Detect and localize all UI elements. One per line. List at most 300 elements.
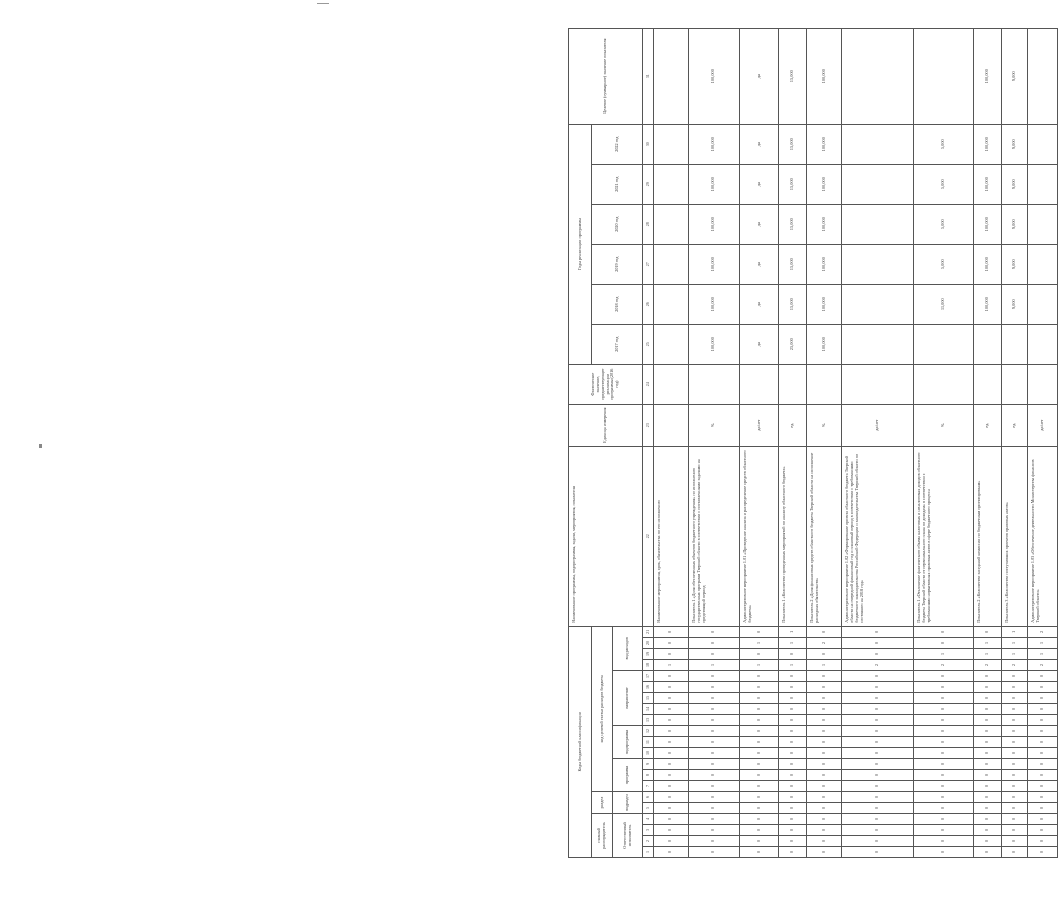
code-cell: 0 — [974, 693, 1002, 704]
code-cell: 0 — [1027, 781, 1057, 792]
year-value-cell — [974, 324, 1002, 364]
code-cell: 0 — [779, 814, 807, 825]
code-cell: 0 — [1027, 715, 1057, 726]
year-value-cell: 100,000 — [688, 124, 739, 164]
code-cell: 0 — [653, 671, 688, 682]
code-cell: 1 — [653, 660, 688, 671]
code-cell: 0 — [779, 693, 807, 704]
code-cell: 1 — [739, 660, 778, 671]
code-cell: 0 — [779, 671, 807, 682]
code-cell: 0 — [779, 825, 807, 836]
year-value-cell — [913, 324, 973, 364]
fact-cell — [913, 364, 973, 404]
expense-type-header: вид расходов — [613, 626, 643, 670]
column-number: 7 — [643, 781, 653, 792]
code-cell: 0 — [653, 638, 688, 649]
year-value-cell: 100,000 — [974, 164, 1002, 204]
table-header — [569, 28, 654, 857]
code-cell: 1 — [913, 649, 973, 660]
column-number: 3 — [643, 825, 653, 836]
column-number: 4 — [643, 814, 653, 825]
column-number: 12 — [643, 726, 653, 737]
code-cell: 0 — [688, 781, 739, 792]
code-cell: 0 — [913, 825, 973, 836]
code-cell: 0 — [841, 814, 913, 825]
code-cell: 0 — [779, 715, 807, 726]
code-cell: 0 — [653, 759, 688, 770]
year-value-cell — [1027, 324, 1057, 364]
year-2021: 2021 год — [592, 164, 643, 204]
code-cell: 0 — [739, 814, 778, 825]
fact-cell — [974, 364, 1002, 404]
code-cell: 0 — [974, 726, 1002, 737]
year-value-cell — [1027, 244, 1057, 284]
column-number: 28 — [643, 204, 653, 244]
year-value-cell — [653, 284, 688, 324]
code-cell: 0 — [841, 626, 913, 637]
scan-mark — [39, 444, 42, 448]
code-cell: 2 — [913, 660, 973, 671]
code-cell: 0 — [739, 836, 778, 847]
responsible-header: Ответственный исполнитель — [613, 814, 643, 858]
unit-cell: % — [913, 404, 973, 446]
year-value-cell: 25,000 — [779, 324, 807, 364]
final-value-cell: 15,000 — [779, 28, 807, 124]
code-cell: 0 — [1002, 671, 1028, 682]
code-cell: 0 — [974, 704, 1002, 715]
code-cell: 0 — [1002, 693, 1028, 704]
code-cell: 1 — [974, 649, 1002, 660]
rotated-table-container — [568, 38, 1058, 858]
code-cell: 1 — [1002, 626, 1028, 637]
code-cell: 0 — [1027, 726, 1057, 737]
code-cell: 0 — [653, 770, 688, 781]
code-cell: 2 — [974, 660, 1002, 671]
description-cell: Показатель 1 «Доля обеспеченных объектов бюджетного учреждения» по исполнению государственных программ Тверской области в соответствии с поставленными задачами на предстоящий период — [688, 446, 739, 626]
administrator-header: главный распорядитель — [592, 814, 613, 858]
column-number: 13 — [643, 715, 653, 726]
unit-cell: да/нет — [841, 404, 913, 446]
column-number: 29 — [643, 164, 653, 204]
code-cell: 0 — [974, 825, 1002, 836]
year-2019: 2019 год — [592, 244, 643, 284]
fact-cell — [653, 364, 688, 404]
code-cell: 0 — [688, 847, 739, 858]
column-number: 9 — [643, 759, 653, 770]
code-cell: 0 — [913, 836, 973, 847]
year-value-cell: 100,000 — [974, 204, 1002, 244]
code-cell: 0 — [653, 836, 688, 847]
code-cell: 1 — [779, 660, 807, 671]
code-cell: 0 — [913, 748, 973, 759]
code-cell: 0 — [807, 748, 842, 759]
year-value-cell: 9,000 — [1002, 124, 1028, 164]
table-row — [779, 28, 807, 857]
code-cell: 0 — [807, 704, 842, 715]
code-cell: 0 — [739, 759, 778, 770]
code-cell: 0 — [653, 814, 688, 825]
code-cell: 2 — [841, 660, 913, 671]
fact-header: Фактическое значение, предшествующее реализации программы (2016 год) — [569, 364, 643, 404]
code-cell: 0 — [807, 737, 842, 748]
budget-code-header: Коды бюджетной классификации — [569, 626, 592, 857]
year-value-cell: 100,000 — [974, 124, 1002, 164]
year-value-cell: 9,000 — [1002, 244, 1028, 284]
code-cell: 2 — [1002, 660, 1028, 671]
year-value-cell: да — [739, 204, 778, 244]
column-number: 20 — [643, 638, 653, 649]
column-number: 16 — [643, 682, 653, 693]
code-cell: 0 — [1027, 704, 1057, 715]
fact-cell — [779, 364, 807, 404]
column-number: 26 — [643, 284, 653, 324]
code-cell: 0 — [739, 748, 778, 759]
fact-cell — [739, 364, 778, 404]
year-value-cell — [1002, 324, 1028, 364]
year-value-cell — [1027, 124, 1057, 164]
year-value-cell — [653, 124, 688, 164]
year-value-cell: 100,000 — [807, 324, 842, 364]
code-cell: 0 — [739, 649, 778, 660]
code-cell: 0 — [974, 770, 1002, 781]
year-value-cell: 15,000 — [779, 284, 807, 324]
description-header: Наименование программы, подпрограммы, задачи, мероприятия, показателя — [569, 446, 643, 626]
code-cell: 0 — [807, 693, 842, 704]
final-header: Целевое (суммарное) значение показателя — [569, 28, 643, 124]
code-cell: 0 — [841, 825, 913, 836]
code-cell: 0 — [841, 682, 913, 693]
code-cell: 0 — [807, 626, 842, 637]
year-value-cell: 9,000 — [1002, 284, 1028, 324]
code-cell: 0 — [913, 737, 973, 748]
code-cell: 0 — [1002, 704, 1028, 715]
column-number: 15 — [643, 693, 653, 704]
code-cell: 0 — [1027, 803, 1057, 814]
year-value-cell: 100,000 — [807, 284, 842, 324]
target-code-header: код целевой статьи расходов бюджета — [592, 626, 613, 791]
code-cell: 0 — [807, 781, 842, 792]
year-value-cell — [1027, 284, 1057, 324]
code-cell: 0 — [688, 737, 739, 748]
code-cell: 0 — [841, 737, 913, 748]
code-cell: 0 — [1027, 759, 1057, 770]
code-cell: 0 — [1002, 781, 1028, 792]
code-cell: 0 — [913, 626, 973, 637]
column-number: 14 — [643, 704, 653, 715]
code-cell: 2 — [1027, 626, 1057, 637]
code-cell: 0 — [779, 803, 807, 814]
code-cell: 0 — [807, 715, 842, 726]
code-cell: 0 — [1027, 737, 1057, 748]
code-cell: 0 — [688, 626, 739, 637]
code-cell: 0 — [841, 792, 913, 803]
year-value-cell: 5,000 — [913, 124, 973, 164]
year-value-cell: 15,000 — [779, 124, 807, 164]
column-number: 22 — [643, 446, 653, 626]
code-cell: 1 — [779, 626, 807, 637]
code-cell: 0 — [913, 759, 973, 770]
code-cell: 0 — [807, 682, 842, 693]
code-cell: 0 — [974, 781, 1002, 792]
year-2017: 2017 год — [592, 324, 643, 364]
code-cell: 0 — [807, 847, 842, 858]
code-cell: 0 — [841, 781, 913, 792]
subsection-header: подраздел — [613, 792, 643, 814]
code-cell: 0 — [739, 825, 778, 836]
final-value-cell: 100,000 — [807, 28, 842, 124]
code-cell: 0 — [653, 825, 688, 836]
final-value-cell — [1027, 28, 1057, 124]
code-cell: 0 — [688, 726, 739, 737]
code-cell: 0 — [841, 836, 913, 847]
code-cell: 0 — [913, 803, 973, 814]
code-cell: 0 — [974, 626, 1002, 637]
code-cell: 0 — [913, 704, 973, 715]
code-cell: 0 — [974, 748, 1002, 759]
year-value-cell — [1027, 204, 1057, 244]
code-cell: 0 — [807, 803, 842, 814]
table-row — [1002, 28, 1028, 857]
description-cell: Показатель 1 «Количество проведенных мероприятий по анализу областного бюджета» — [779, 446, 807, 626]
code-cell: 0 — [913, 792, 973, 803]
year-value-cell: 11,000 — [913, 284, 973, 324]
code-cell: 0 — [913, 770, 973, 781]
year-value-cell — [653, 244, 688, 284]
year-value-cell: 5,000 — [913, 164, 973, 204]
code-cell: 0 — [974, 671, 1002, 682]
code-cell: 0 — [1002, 803, 1028, 814]
code-cell: 0 — [913, 682, 973, 693]
table-row — [974, 28, 1002, 857]
code-cell: 0 — [1002, 748, 1028, 759]
column-number: 27 — [643, 244, 653, 284]
year-value-cell: 100,000 — [807, 244, 842, 284]
code-cell: 0 — [653, 803, 688, 814]
code-cell: 0 — [1002, 825, 1028, 836]
table-row — [739, 28, 778, 857]
code-cell: 0 — [807, 836, 842, 847]
code-cell: 0 — [739, 803, 778, 814]
code-cell: 0 — [1002, 836, 1028, 847]
code-cell: 0 — [841, 803, 913, 814]
year-value-cell — [841, 124, 913, 164]
code-cell: 0 — [913, 671, 973, 682]
unit-cell: % — [807, 404, 842, 446]
code-cell: 0 — [688, 649, 739, 660]
code-cell: 0 — [688, 792, 739, 803]
code-cell: 0 — [653, 715, 688, 726]
code-cell: 0 — [739, 626, 778, 637]
code-cell: 0 — [841, 759, 913, 770]
final-value-cell: 100,000 — [974, 28, 1002, 124]
year-value-cell: 100,000 — [974, 284, 1002, 324]
code-cell: 0 — [739, 726, 778, 737]
code-cell: 0 — [739, 737, 778, 748]
unit-cell: ед. — [974, 404, 1002, 446]
fact-cell — [841, 364, 913, 404]
year-value-cell — [841, 164, 913, 204]
code-cell: 0 — [653, 781, 688, 792]
code-cell: 1 — [739, 638, 778, 649]
code-cell: 0 — [653, 649, 688, 660]
year-value-cell: да — [739, 284, 778, 324]
code-cell: 0 — [841, 770, 913, 781]
code-cell: 0 — [779, 759, 807, 770]
code-cell: 0 — [688, 814, 739, 825]
code-cell: 0 — [779, 836, 807, 847]
fact-cell — [807, 364, 842, 404]
fact-cell — [688, 364, 739, 404]
code-cell: 0 — [913, 638, 973, 649]
code-cell: 0 — [653, 792, 688, 803]
code-cell: 0 — [779, 649, 807, 660]
code-cell: 0 — [1002, 726, 1028, 737]
year-value-cell: да — [739, 124, 778, 164]
code-cell: 0 — [739, 704, 778, 715]
code-cell: 0 — [688, 770, 739, 781]
scan-mark — [317, 3, 329, 4]
year-value-cell — [1027, 164, 1057, 204]
code-cell: 0 — [841, 748, 913, 759]
code-cell: 0 — [1002, 715, 1028, 726]
year-value-cell — [841, 324, 913, 364]
code-cell: 0 — [807, 825, 842, 836]
code-cell: 0 — [688, 682, 739, 693]
code-cell: 0 — [653, 847, 688, 858]
code-cell: 0 — [974, 682, 1002, 693]
description-cell: Административное мероприятие 1.01 «Проведение анализа и распределение средств областного бюджета» — [739, 446, 778, 626]
table-row — [841, 28, 913, 857]
description-cell: Административное мероприятие 1.03 «Обеспечение деятельности Министерства финансов Тверской области» — [1027, 446, 1057, 626]
code-cell: 0 — [1027, 836, 1057, 847]
code-cell: 1 — [688, 660, 739, 671]
code-cell: 0 — [841, 715, 913, 726]
year-value-cell — [841, 284, 913, 324]
code-cell: 0 — [653, 748, 688, 759]
column-number: 30 — [643, 124, 653, 164]
code-cell: 0 — [1002, 770, 1028, 781]
column-number: 5 — [643, 803, 653, 814]
code-cell: 1 — [1027, 649, 1057, 660]
fact-cell — [1027, 364, 1057, 404]
code-cell: 1 — [779, 638, 807, 649]
year-value-cell: 100,000 — [807, 204, 842, 244]
code-cell: 0 — [779, 748, 807, 759]
code-cell: 0 — [841, 847, 913, 858]
year-value-cell: 9,000 — [1002, 164, 1028, 204]
table-row — [1027, 28, 1057, 857]
code-cell: 0 — [1027, 792, 1057, 803]
code-cell: 0 — [688, 693, 739, 704]
direction-header: направление — [613, 671, 643, 726]
final-value-cell: да — [739, 28, 778, 124]
section-header: раздел — [592, 792, 613, 814]
table-row — [688, 28, 739, 857]
code-cell: 0 — [653, 682, 688, 693]
year-2022: 2022 год — [592, 124, 643, 164]
column-number: 18 — [643, 660, 653, 671]
code-cell: 0 — [653, 726, 688, 737]
code-cell: 0 — [1002, 792, 1028, 803]
code-cell: 0 — [779, 847, 807, 858]
code-cell: 0 — [1002, 759, 1028, 770]
code-cell: 0 — [1027, 814, 1057, 825]
unit-cell: ед. — [1002, 404, 1028, 446]
column-number: 11 — [643, 737, 653, 748]
code-cell: 0 — [807, 671, 842, 682]
column-number: 25 — [643, 324, 653, 364]
table-row — [653, 28, 688, 857]
code-cell: 0 — [913, 693, 973, 704]
final-value-cell: 9,000 — [1002, 28, 1028, 124]
year-value-cell: 100,000 — [974, 244, 1002, 284]
code-cell: 0 — [739, 693, 778, 704]
description-cell: Показатель 2 «Доля финансовых средств областного бюджета Тверской области на исполнение расходных обязательств» — [807, 446, 842, 626]
code-cell: 0 — [779, 737, 807, 748]
description-cell: Наименование мероприятия, срок, обязательства по его исполнению — [653, 446, 688, 626]
year-value-cell: 100,000 — [807, 124, 842, 164]
column-number: 19 — [643, 649, 653, 660]
unit-cell: да/нет — [739, 404, 778, 446]
year-value-cell: 100,000 — [688, 204, 739, 244]
code-cell: 0 — [1002, 737, 1028, 748]
code-cell: 0 — [1027, 825, 1057, 836]
code-cell: 0 — [739, 781, 778, 792]
code-cell: 0 — [779, 682, 807, 693]
column-number: 2 — [643, 836, 653, 847]
code-cell: 0 — [739, 682, 778, 693]
code-cell: 0 — [779, 704, 807, 715]
description-cell: Административное мероприятие 1.02 «Формирование проекта областного бюджета Тверской области на очередной финансовый год и плановый период в соответствии с требованиями бюджетного законодательства Российской Федерации и законодательства Тверской области по состоянию на 2018 год» — [841, 446, 913, 626]
code-cell: 0 — [653, 704, 688, 715]
code-cell: 0 — [1002, 847, 1028, 858]
year-value-cell: 100,000 — [688, 244, 739, 284]
table-row — [807, 28, 842, 857]
code-cell: 0 — [779, 781, 807, 792]
code-cell: 0 — [807, 770, 842, 781]
column-number: 21 — [643, 626, 653, 637]
code-cell: 1 — [1027, 638, 1057, 649]
code-cell: 0 — [974, 715, 1002, 726]
code-cell: 0 — [807, 814, 842, 825]
code-cell: 2 — [1027, 660, 1057, 671]
code-cell: 0 — [688, 704, 739, 715]
year-value-cell: да — [739, 164, 778, 204]
code-cell: 0 — [779, 726, 807, 737]
year-value-cell: да — [739, 324, 778, 364]
unit-cell: % — [688, 404, 739, 446]
unit-header: Единица измерения — [569, 404, 643, 446]
final-value-cell — [913, 28, 973, 124]
code-cell: 0 — [807, 792, 842, 803]
code-cell: 0 — [1027, 770, 1057, 781]
program-table — [568, 28, 1058, 858]
year-value-cell — [653, 324, 688, 364]
year-value-cell — [841, 244, 913, 284]
code-cell: 0 — [653, 693, 688, 704]
column-numbers-row — [643, 28, 653, 857]
column-number: 23 — [643, 404, 653, 446]
code-cell: 0 — [688, 803, 739, 814]
code-cell: 0 — [1027, 693, 1057, 704]
year-value-cell: 5,000 — [913, 244, 973, 284]
code-cell: 0 — [688, 638, 739, 649]
year-value-cell: 100,000 — [688, 284, 739, 324]
code-cell: 1 — [807, 660, 842, 671]
code-cell: 0 — [739, 715, 778, 726]
column-number: 8 — [643, 770, 653, 781]
year-value-cell — [841, 204, 913, 244]
